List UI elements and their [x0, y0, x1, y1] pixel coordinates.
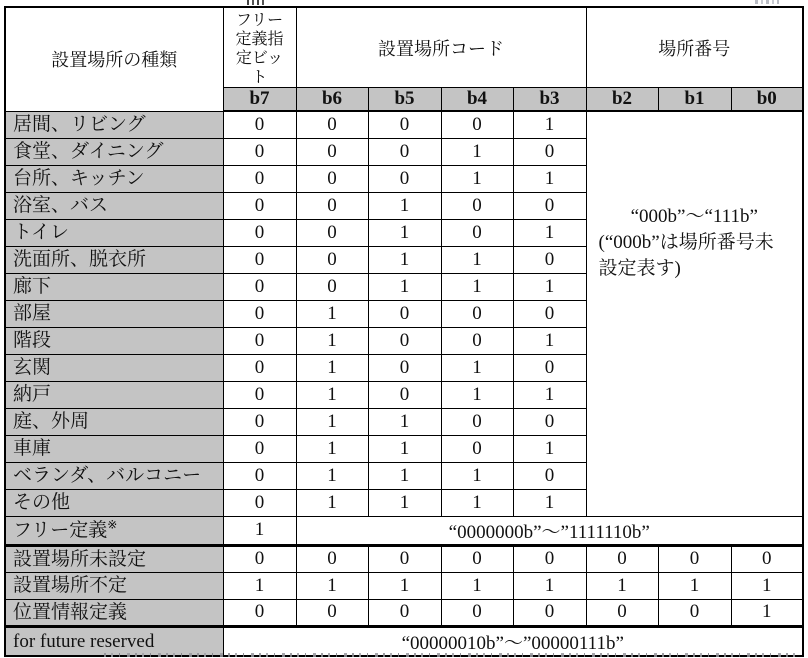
bit-value-cell: 0 [513, 545, 586, 572]
bit-value-cell: 0 [441, 219, 513, 246]
bit-value-cell: 0 [513, 192, 586, 219]
bit-label-b3: b3 [513, 88, 586, 112]
bit-value-cell: 1 [441, 354, 513, 381]
bit-value-cell: 1 [368, 572, 441, 599]
bit-value-cell: 0 [296, 111, 368, 138]
bit-label-b0: b0 [731, 88, 803, 112]
bit-value-cell: 1 [513, 572, 586, 599]
bit-value-cell: 1 [513, 327, 586, 354]
place-number-note-text: (“000b”は場所番号未設定表す) [598, 232, 774, 279]
bit-value-cell: 1 [441, 462, 513, 489]
bit-label-b4: b4 [441, 88, 513, 112]
bit-value-cell: 0 [658, 599, 731, 626]
bit-value-cell: 0 [441, 111, 513, 138]
bit-value-cell: 1 [296, 435, 368, 462]
bit-value-cell: 0 [223, 462, 296, 489]
bit-label-b7: b7 [223, 88, 296, 112]
bit-value-cell: 0 [441, 599, 513, 626]
bit-value-cell: 0 [513, 138, 586, 165]
bit-value-cell: 1 [513, 489, 586, 516]
bit-value-cell: 1 [513, 381, 586, 408]
bit-value-cell: 0 [223, 408, 296, 435]
row-label-cell: 洗面所、脱衣所 [5, 246, 223, 273]
bit-value-cell: 0 [223, 381, 296, 408]
bit-value-cell: 1 [586, 572, 658, 599]
bit-value-cell: 0 [296, 192, 368, 219]
row-label-cell: 階段 [5, 327, 223, 354]
bit-label-b5: b5 [368, 88, 441, 112]
bit-value-cell: 0 [513, 246, 586, 273]
bit-value-cell: 0 [223, 300, 296, 327]
bit-value-cell: 1 [513, 219, 586, 246]
bit-value-cell: 1 [731, 572, 803, 599]
bit-value-cell: 0 [296, 599, 368, 626]
bit-value-cell: 1 [296, 354, 368, 381]
bit-value-cell: 1 [368, 192, 441, 219]
bit-value-cell: 0 [441, 545, 513, 572]
bit-value-cell: 1 [441, 489, 513, 516]
bit-value-cell: 0 [296, 165, 368, 192]
bit-value-cell: 1 [513, 111, 586, 138]
bit-value-cell: 1 [296, 381, 368, 408]
table-row-future-reserved [5, 626, 803, 656]
bit-value-cell: 0 [368, 354, 441, 381]
bit-value-cell: 0 [223, 165, 296, 192]
row-label-cell: 車庫 [5, 435, 223, 462]
row-label-cell: 設置場所不定 [5, 572, 223, 599]
bit-value-cell: 0 [441, 435, 513, 462]
bit-value-cell: 0 [368, 599, 441, 626]
bit-value-cell: 0 [223, 273, 296, 300]
bit-value-cell: 1 [368, 408, 441, 435]
bit-value-cell: 1 [658, 572, 731, 599]
bit-value-cell: 1 [513, 273, 586, 300]
bit-value-cell: 1 [223, 572, 296, 599]
future-reserved-range-cell: “00000010b”～”00000111b” [223, 626, 803, 656]
bit-value-cell: 0 [368, 111, 441, 138]
header-place-number: 場所番号 [586, 7, 803, 88]
row-label-cell: 玄関 [5, 354, 223, 381]
bit-value-cell: 1 [368, 435, 441, 462]
bit-value-cell: 0 [223, 489, 296, 516]
row-label-cell: 浴室、バス [5, 192, 223, 219]
bit-value-cell: 1 [296, 408, 368, 435]
bit-value-cell: 0 [296, 246, 368, 273]
table-row-free-definition [5, 516, 803, 545]
bit-value-cell: 1 [368, 489, 441, 516]
place-number-range: “000b”～“111b” [630, 206, 758, 227]
bit-value-cell: 0 [223, 327, 296, 354]
cropped-text-fragment-top [247, 0, 264, 5]
bit-value-cell: 0 [296, 545, 368, 572]
table-row [5, 572, 803, 599]
row-label-cell: for future reserved [5, 626, 223, 656]
bit-label-b6: b6 [296, 88, 368, 112]
row-label-cell: 納戸 [5, 381, 223, 408]
bit-value-cell: 1 [368, 462, 441, 489]
bit-value-cell: 1 [296, 327, 368, 354]
bit-value-cell: 0 [513, 599, 586, 626]
header-location-type: 設置場所の種類 [5, 7, 223, 111]
bit-value-cell: 0 [223, 545, 296, 572]
row-label-cell: 食堂、ダイニング [5, 138, 223, 165]
row-label-cell: その他 [5, 489, 223, 516]
bit-value-cell: 1 [441, 138, 513, 165]
free-definition-range-cell: “0000000b”～”1111110b” [296, 516, 803, 545]
bit-value-cell: 0 [513, 300, 586, 327]
row-label-cell: 設置場所未設定 [5, 545, 223, 572]
bit-value-cell: 1 [731, 599, 803, 626]
reference-mark: ※ [107, 517, 118, 532]
bit-value-cell: 0 [586, 599, 658, 626]
bit-value-cell: 0 [368, 165, 441, 192]
bit-value-cell: 1 [296, 300, 368, 327]
header-location-code: 設置場所コード [296, 7, 586, 88]
bit-value-cell: 0 [296, 219, 368, 246]
bit-label-b2: b2 [586, 88, 658, 112]
bit-value-cell: 0 [441, 327, 513, 354]
row-label-cell: トイレ [5, 219, 223, 246]
row-label-cell: 庭、外周 [5, 408, 223, 435]
row-label-cell: 部屋 [5, 300, 223, 327]
cropped-text-fragment-top-right [755, 0, 779, 4]
bit-value-cell: 0 [441, 408, 513, 435]
bit-value-cell: 1 [296, 462, 368, 489]
header-group-row [5, 7, 803, 88]
bit-value-cell: 0 [223, 111, 296, 138]
bit-value-cell: 1 [441, 246, 513, 273]
bit-value-cell: 0 [223, 246, 296, 273]
bit-value-cell: 0 [223, 138, 296, 165]
bit-value-cell: 0 [513, 462, 586, 489]
table-row [5, 111, 803, 138]
bit-value-cell: 0 [368, 545, 441, 572]
row-label-cell: 台所、キッチン [5, 165, 223, 192]
bit-value-cell: 0 [731, 545, 803, 572]
bit-value-cell: 0 [368, 138, 441, 165]
bit-value-cell: 1 [296, 572, 368, 599]
bit-value-cell: 1 [441, 165, 513, 192]
bit-value-cell: 1 [368, 219, 441, 246]
bit-value-cell: 0 [368, 300, 441, 327]
bit-value-cell: 0 [223, 599, 296, 626]
bit-value-cell: 1 [441, 381, 513, 408]
bit-value-cell: 0 [513, 354, 586, 381]
bit-value-cell: 0 [296, 273, 368, 300]
bit-value-cell: 1 [513, 165, 586, 192]
row-label-cell: 廊下 [5, 273, 223, 300]
bit-value-cell: 1 [441, 572, 513, 599]
bit-value-cell: 1 [513, 435, 586, 462]
bit-value-cell: 0 [368, 327, 441, 354]
table-row [5, 545, 803, 572]
bit-value-cell: 0 [368, 381, 441, 408]
bit-value-cell: 0 [513, 408, 586, 435]
bit-value-cell: 0 [223, 354, 296, 381]
row-label-cell: 居間、リビング [5, 111, 223, 138]
bit-value-cell: 1 [296, 489, 368, 516]
bit-value-cell: 0 [223, 192, 296, 219]
place-number-note-cell [586, 111, 803, 516]
bit-value-cell: 0 [441, 192, 513, 219]
bit-value-cell: 1 [368, 246, 441, 273]
bit-value-cell: 0 [586, 545, 658, 572]
header-free-definition-bit: フリー定義指定ビット [223, 7, 296, 88]
bit-value-cell: 0 [441, 300, 513, 327]
bit-value-cell: 1 [441, 273, 513, 300]
table-row [5, 599, 803, 626]
bit-value-cell: 1 [223, 516, 296, 545]
bit-value-cell: 1 [368, 273, 441, 300]
installation-location-table [4, 6, 804, 657]
bit-value-cell: 0 [223, 219, 296, 246]
row-label-cell: 位置情報定義 [5, 599, 223, 626]
bit-value-cell: 0 [223, 435, 296, 462]
bit-label-b1: b1 [658, 88, 731, 112]
bit-value-cell: 0 [658, 545, 731, 572]
row-label-cell: ベランダ、バルコニー [5, 462, 223, 489]
bit-value-cell: 0 [296, 138, 368, 165]
row-label-cell: フリー定義※ [5, 516, 223, 545]
